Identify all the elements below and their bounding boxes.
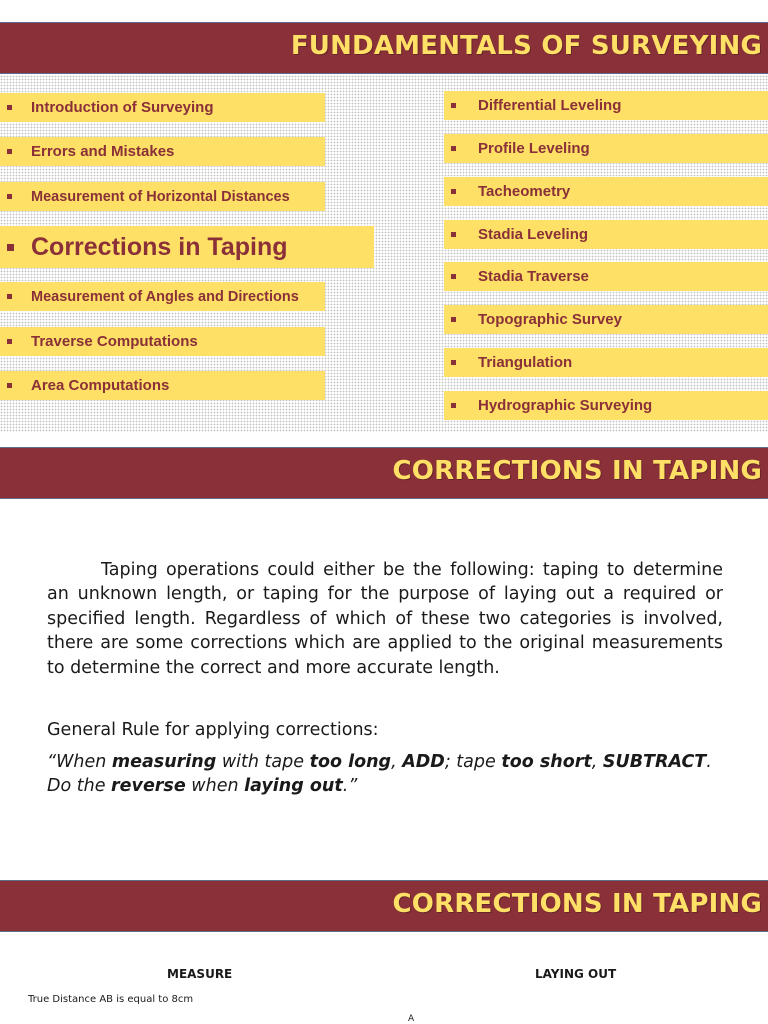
menu-item-horizontal-distances[interactable] bbox=[0, 182, 325, 211]
bullet-icon bbox=[451, 274, 456, 279]
menu-item-topographic-survey[interactable] bbox=[444, 305, 768, 334]
slide3-title: CORRECTIONS IN TAPING bbox=[392, 889, 762, 919]
menu-item-errors[interactable] bbox=[0, 137, 325, 166]
bullet-icon bbox=[451, 189, 456, 194]
menu-item-introduction[interactable] bbox=[0, 93, 325, 122]
menu-item-label: Measurement of Horizontal Distances bbox=[31, 188, 290, 205]
menu-item-label: Tacheometry bbox=[478, 183, 571, 200]
rule-quote: “When measuring with tape too long, ADD; tape too short, SUBTRACT. Do the reverse when laying out.” bbox=[47, 752, 712, 797]
menu-item-label: Corrections in Taping bbox=[31, 232, 288, 261]
menu-item-label: Profile Leveling bbox=[478, 140, 590, 157]
menu-item-label: Introduction of Surveying bbox=[31, 99, 214, 116]
slide2-banner bbox=[0, 447, 768, 499]
menu-item-label: Measurement of Angles and Directions bbox=[31, 288, 299, 305]
menu-item-label: Triangulation bbox=[478, 354, 573, 371]
slide1-title: FUNDAMENTALS OF SURVEYING bbox=[290, 31, 762, 61]
menu-item-label: Topographic Survey bbox=[478, 311, 622, 328]
bullet-icon bbox=[451, 360, 456, 365]
menu-item-triangulation[interactable] bbox=[444, 348, 768, 377]
menu-item-differential-leveling[interactable] bbox=[444, 91, 768, 120]
rule-heading: General Rule for applying corrections: bbox=[47, 720, 379, 740]
menu-item-traverse[interactable] bbox=[0, 327, 325, 356]
bullet-icon bbox=[7, 149, 12, 154]
point-a-label: A bbox=[408, 1014, 415, 1024]
bullet-icon bbox=[451, 103, 456, 108]
menu-item-label: Stadia Traverse bbox=[478, 268, 589, 285]
bullet-icon bbox=[451, 317, 456, 322]
menu-item-corrections-taping[interactable] bbox=[0, 226, 374, 268]
menu-item-label: Traverse Computations bbox=[31, 333, 198, 350]
menu-item-stadia-traverse[interactable] bbox=[444, 262, 768, 291]
true-distance-note: True Distance AB is equal to 8cm bbox=[28, 994, 194, 1005]
bullet-icon bbox=[451, 146, 456, 151]
menu-item-profile-leveling[interactable] bbox=[444, 134, 768, 163]
bullet-icon bbox=[7, 194, 12, 199]
menu-item-label: Errors and Mistakes bbox=[31, 143, 175, 160]
slide2-title: CORRECTIONS IN TAPING bbox=[392, 456, 762, 486]
menu-item-tacheometry[interactable] bbox=[444, 177, 768, 206]
bullet-icon bbox=[7, 105, 12, 110]
menu-item-angles-directions[interactable] bbox=[0, 282, 325, 311]
intro-paragraph: Taping operations could either be the following: taping to determine an unknown length, or taping for the purpose of laying out a required or specified length. Regardless of which of these two categories is involved, there are some corrections which are applied to the original measurements to determine the correct and more accurate length. bbox=[47, 560, 723, 678]
menu-item-label: Stadia Leveling bbox=[478, 226, 589, 243]
menu-item-label: Differential Leveling bbox=[478, 97, 622, 114]
bullet-icon bbox=[7, 244, 14, 251]
bullet-icon bbox=[7, 294, 12, 299]
bullet-icon bbox=[451, 403, 456, 408]
menu-item-label: Hydrographic Surveying bbox=[478, 397, 653, 414]
menu-item-stadia-leveling[interactable] bbox=[444, 220, 768, 249]
measure-heading: MEASURE bbox=[167, 967, 233, 981]
menu-item-label: Area Computations bbox=[31, 377, 170, 394]
slide1-banner bbox=[0, 22, 768, 74]
bullet-icon bbox=[7, 383, 12, 388]
bullet-icon bbox=[451, 232, 456, 237]
bullet-icon bbox=[7, 339, 12, 344]
menu-item-area[interactable] bbox=[0, 371, 325, 400]
menu-item-hydrographic-surveying[interactable] bbox=[444, 391, 768, 420]
slide3-banner bbox=[0, 880, 768, 932]
laying-out-heading: LAYING OUT bbox=[535, 967, 617, 981]
